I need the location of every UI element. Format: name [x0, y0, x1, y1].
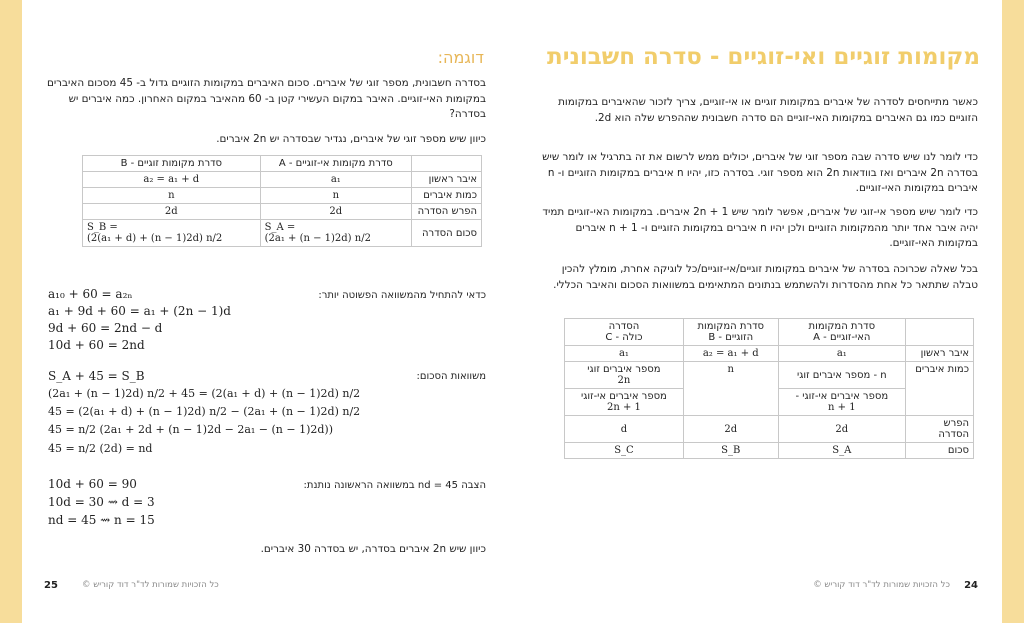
cell-first-even: a₂ = a₁ + d [83, 172, 261, 188]
sum-odd-line2: (2a₁ + (n − 1)2d) n/2 [264, 233, 371, 244]
example-table [82, 155, 482, 247]
paragraph-3: כדי לומר שיש מספר אי-זוגי של איברים, אפשר לומר שיש 2n + 1 איברים. במקומות האי-זוגיים תמיד יהיה איבר אחד יותר מהמקומות הזוגיים ולכן יהיו n איברים במקומות הזוגיים ו- n + 1 איברים במקומות האי-זוגיים. [542, 206, 978, 249]
header-odd-line2: האי-זוגיים - A [813, 332, 871, 343]
row-label-diff: הפרש הסדרה [412, 204, 482, 220]
cell-sum-odd: S_A [778, 443, 905, 459]
summary-table [564, 318, 974, 459]
header-whole-sequence [565, 319, 684, 346]
header-even-line2: הזוגיים - B [708, 332, 754, 343]
eq1-line2: a₁ + 9d + 60 = a₁ + (2n − 1)d [48, 304, 231, 318]
table-corner [906, 319, 974, 346]
cell-count-even: n [83, 188, 261, 204]
eq3-line1: 10d + 60 = 90 [48, 477, 137, 491]
header-even: סדרת מקומות זוגיים - B [83, 156, 261, 172]
cell-diff-odd: 2d [778, 416, 905, 443]
sum-even-line2: (2(a₁ + d) + (n − 1)2d) n/2 [87, 233, 223, 244]
eq3-line2: 10d = 30 ⇝ d = 3 [48, 495, 155, 509]
cell-first-odd: a₁ [778, 346, 905, 362]
header-odd-line1: סדרת המקומות [808, 321, 876, 332]
count-all-odd-line1: מספר איברים אי-זוגי [581, 391, 667, 402]
example-line2: כיוון שיש מספר זוגי של איברים, נגדיר שבסדרה יש 2n איברים. [216, 133, 486, 145]
example-title: דוגמה: [437, 48, 484, 67]
cell-count-all-odd [565, 389, 684, 416]
header-all-line2: כולה - C [605, 332, 643, 343]
header-even-line1: סדרת המקומות [697, 321, 765, 332]
note-substitute: הצבה nd = 45 במשוואה הראשונה נותנת: [303, 480, 486, 491]
sum-odd-line1: S_A = [264, 222, 296, 233]
cell-count-odd: n [260, 188, 411, 204]
eq1-line4: 10d + 60 = 2nd [48, 338, 145, 352]
row-label-first: איבר ראשון [412, 172, 482, 188]
count-all-even-line2: 2n [617, 375, 631, 386]
row-label-diff: הפרש הסדרה [906, 416, 974, 443]
eq2-line5: 45 = n/2 (2d) = nd [48, 442, 153, 455]
page-24 [512, 0, 1002, 623]
eq2-line2: (2a₁ + (n − 1)2d) n/2 + 45 = (2(a₁ + d) + (n − 1)2d) n/2 [48, 387, 361, 400]
header-all-line1: הסדרה [608, 321, 640, 332]
eq2-line4: 45 = n/2 (2a₁ + 2d + (n − 1)2d − 2a₁ − (n − 1)2d)) [48, 423, 334, 436]
page-number-25: 25 [44, 580, 58, 591]
table-corner [412, 156, 482, 172]
eq2-line1: S_A + 45 = S_B [48, 369, 145, 383]
page-title: מקומות זוגיים ואי-זוגיים - סדרה חשבונית [546, 44, 980, 70]
header-odd-positions [778, 319, 905, 346]
cell-count-all-even [565, 362, 684, 389]
row-label-count: כמות איברים [412, 188, 482, 204]
cell-sum-even: S_B [683, 443, 778, 459]
note-sum-eq: משוואות הסכום: [416, 371, 486, 382]
page-25 [22, 0, 512, 623]
cell-first-odd: a₁ [260, 172, 411, 188]
cell-first-even: a₂ = a₁ + d [683, 346, 778, 362]
row-label-count: כמות איברים [906, 362, 974, 416]
row-label-sum: סכום הסדרה [412, 220, 482, 247]
paragraph-2: כדי לומר לנו שיש סדרה שבה מספר זוגי של איברים, יכולים ממש לרשום את זה בתרגיל או לומר שיש בסדרה 2n איברים ואז בוודאות 2n הוא מספר זוגי. בסדרה כזו, יהיו n איברים במקומות הזוגיים ו- n איברים במקומות האי-זוגיים. [542, 151, 978, 194]
count-odd-odd-line1: מספר איברים אי-זוגי - [795, 391, 889, 402]
sum-even-line1: S_B = [87, 222, 118, 233]
page-edge-right [1002, 0, 1024, 623]
cell-count-odd-odd [778, 389, 905, 416]
header-even-positions [683, 319, 778, 346]
cell-diff-odd: 2d [260, 204, 411, 220]
count-odd-odd-line2: n + 1 [828, 402, 856, 413]
eq2-line3: 45 = (2(a₁ + d) + (n − 1)2d) n/2 − (2a₁ + (n − 1)2d) n/2 [48, 405, 361, 418]
cell-sum-all: S_C [565, 443, 684, 459]
page-edge-left [0, 0, 22, 623]
cell-count-odd-even: n - מספר איברים זוגי [778, 362, 905, 389]
count-all-even-line1: מספר איברים זוגי [587, 364, 661, 375]
footer-copyright-right: כל הזכויות שמורות לד"ר דוד קוריש © [813, 580, 950, 590]
eq3-line3: nd = 45 ⇝ n = 15 [48, 513, 155, 527]
cell-diff-even: 2d [683, 416, 778, 443]
example-conclusion: כיוון שיש 2n איברים בסדרה, יש בסדרה 30 איברים. [260, 543, 486, 555]
paragraph-1: כאשר מתייחסים לסדרה של איברים במקומות זוגיים או אי-זוגיים, צריך לזכור שהאיברים במקומות הזוגיים כמו גם האיברים במקומות האי-זוגיים הם סדרה חשבונית שההפרש שלה הוא 2d. [558, 96, 978, 124]
cell-count-even: n [683, 362, 778, 416]
paragraph-4: בכל שאלה שכרוכה בסדרה של איברים במקומות זוגיים/אי-זוגיים/כל לוגיקה אחרת, מומלץ להכין טבלה שתתאר כל אחת מהסדרות ולהשתמש בנתונים המתאימים במשוואות הסכום והאיבר הכללי. [553, 263, 978, 291]
note-simple-eq: כדאי להתחיל מהמשוואה הפשוטה יותר: [318, 290, 486, 301]
cell-diff-even: 2d [83, 204, 261, 220]
row-label-first: איבר ראשון [906, 346, 974, 362]
eq1-line3: 9d + 60 = 2nd − d [48, 321, 163, 335]
page-number-24: 24 [964, 580, 978, 591]
example-intro: בסדרה חשבונית, מספר זוגי של איברים. סכום האיברים במקומות הזוגיים גדול ב- 45 מסכום האיברים במקומות האי-זוגיים. האיבר במקום העשירי קטן ב- 60 מהאיבר במקום האחרון. כמה איברים יש בסדרה? [46, 77, 486, 120]
eq1-line1: a₁₀ + 60 = a₂ₙ [48, 287, 133, 301]
footer-copyright-left: כל הזכויות שמורות לד"ר דוד קוריש © [82, 580, 219, 590]
count-all-odd-line2: 2n + 1 [606, 402, 641, 413]
row-label-sum: סכום [906, 443, 974, 459]
cell-diff-all: d [565, 416, 684, 443]
header-odd: סדרת מקומות אי-זוגיים - A [260, 156, 411, 172]
cell-sum-odd [260, 220, 411, 247]
cell-sum-even [83, 220, 261, 247]
cell-first-all: a₁ [565, 346, 684, 362]
